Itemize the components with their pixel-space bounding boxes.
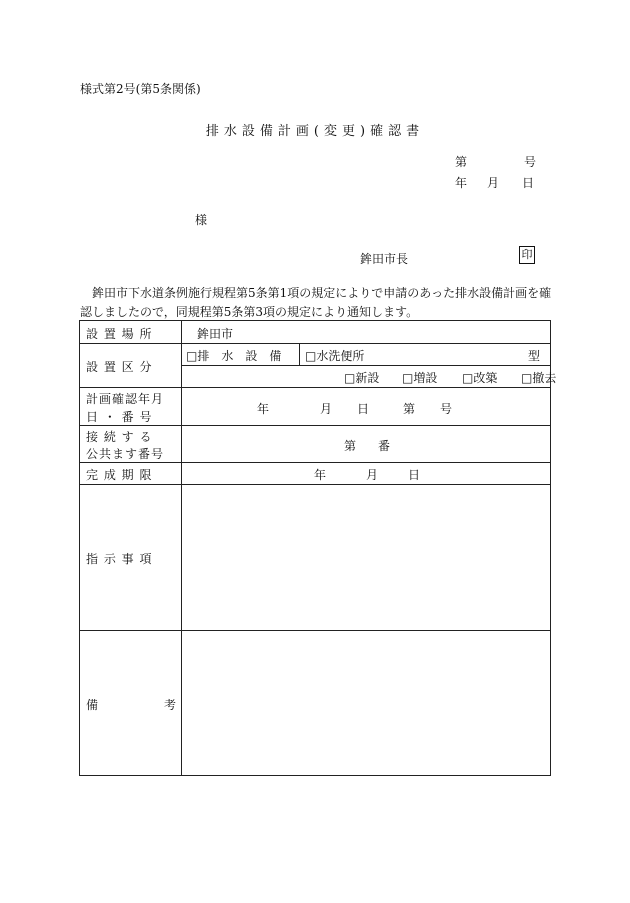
- location-label: 設 置 場 所: [86, 327, 153, 341]
- completion-month: 月: [366, 468, 379, 482]
- remarks-label-right: 考: [164, 698, 177, 712]
- issuer-name: 鉾田市長: [360, 252, 409, 266]
- row-divider: [80, 462, 550, 463]
- connection-no-prefix: 第: [344, 439, 357, 453]
- location-value: 鉾田市: [197, 327, 234, 341]
- date-year: 年: [455, 176, 468, 190]
- connection-label-2: 公共ます番号: [86, 447, 165, 461]
- row-divider: [80, 343, 550, 344]
- completion-day: 日: [408, 468, 421, 482]
- plan-no-suffix: 号: [440, 402, 453, 416]
- row-divider: [80, 630, 550, 631]
- number-prefix: 第: [455, 155, 468, 169]
- completion-year: 年: [314, 468, 327, 482]
- row-divider: [80, 387, 550, 388]
- row-divider: [80, 484, 550, 485]
- drain-option: □排 水 設 備: [186, 349, 282, 363]
- column-divider: [299, 343, 300, 365]
- date-day: 日: [522, 176, 535, 190]
- row-divider: [80, 425, 550, 426]
- row-divider: [181, 365, 550, 366]
- toilet-option: □水洗便所: [305, 349, 365, 363]
- kind-rebuild: □改築: [462, 371, 498, 385]
- completion-label: 完 成 期 限: [86, 468, 153, 482]
- page-title: 排水設備計画(変更)確認書: [205, 124, 425, 139]
- category-label: 設 置 区 分: [86, 360, 153, 374]
- plan-no-prefix: 第: [403, 402, 416, 416]
- seal-mark: 印: [519, 246, 535, 264]
- kind-remove: □撤去: [521, 371, 557, 385]
- kind-extend: □増設: [402, 371, 438, 385]
- plan-month: 月: [320, 402, 333, 416]
- addressee-suffix: 様: [195, 213, 208, 227]
- plan-year: 年: [257, 402, 270, 416]
- kind-new: □新設: [344, 371, 380, 385]
- plan-confirm-label-2: 日 ・ 番 号: [86, 410, 153, 424]
- instructions-label: 指 示 事 項: [86, 552, 153, 566]
- column-divider: [181, 321, 182, 775]
- plan-confirm-label-1: 計画確認年月: [86, 392, 165, 406]
- notice-text: 鉾田市下水道条例施行規程第5条第1項の規定によりで申請のあった排水設備計画を確認しましたので，同規程第5条第3項の規定により通知します。: [80, 286, 552, 319]
- plan-day: 日: [357, 402, 370, 416]
- toilet-type-label: 型: [528, 349, 541, 363]
- date-month: 月: [487, 176, 500, 190]
- confirmation-table: [79, 320, 557, 776]
- form-id: 様式第2号(第5条関係): [80, 82, 201, 96]
- number-suffix: 号: [524, 155, 537, 169]
- connection-no-suffix: 番: [378, 439, 391, 453]
- remarks-label-left: 備: [86, 698, 99, 712]
- connection-label-1: 接 続 す る: [86, 430, 153, 444]
